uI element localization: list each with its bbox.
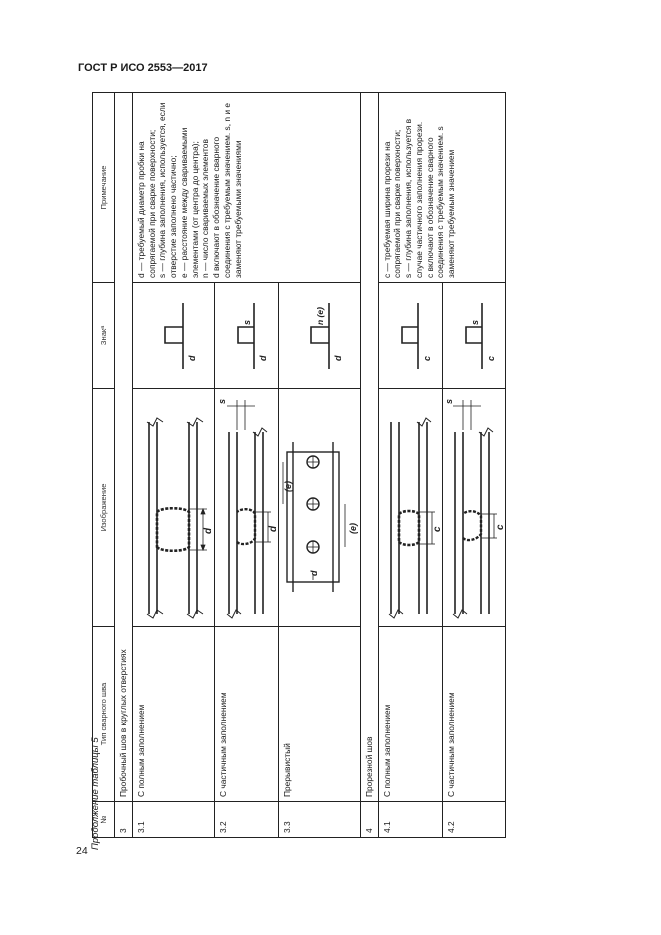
weld-image-plug-intermittent [278,389,360,627]
col-header-image: Изображение [93,389,115,627]
col-header-type: Тип сварного шва [93,627,115,802]
row-num: 4 [360,802,378,838]
weld-image-slot-full [378,389,442,627]
weld-image-slot-partial [442,389,506,627]
col-header-sign: Знакᵃ [93,283,115,389]
sign-label-d: d [258,356,269,362]
dim-label-d: d [309,571,320,577]
standard-header: ГОСТ Р ИСО 2553—2017 [78,62,208,74]
table-row-group-3 [115,93,133,838]
dim-label-d: d [203,528,215,535]
weld-sign [132,283,214,389]
note-line: d включают в обозначение сварного соединения с требуемым значением. s, n и e заменяют требуемыми значениями [211,102,243,278]
weld-symbols-table [92,92,506,838]
table-caption: Продолжение таблицы 5 [90,737,101,850]
dim-label-s: s [217,399,228,405]
table-row-group-4 [360,93,378,838]
weld-sign [214,283,278,389]
weld-sign [442,283,506,389]
row-num: 4.2 [442,802,506,838]
weld-type: С полным заполнением [132,627,214,802]
sign-label-d: d [187,356,198,362]
note-line: s — глубина заполнения, используется, если отверстие заполнено частично; [157,102,178,278]
weld-type: Прерывистый [278,627,360,802]
table-row-4-1 [378,93,442,838]
sign-label-c: c [422,356,432,362]
sign-label-s: s [469,320,480,326]
note-plug-weld [132,93,360,283]
sign-label-ne: n (e) [315,307,326,326]
sign-label-s: s [242,320,253,326]
weld-sign [278,283,360,389]
row-num: 3.1 [132,802,214,838]
dim-label-c: c [494,524,506,531]
table-header-row [93,93,115,838]
sign-label-c: c [485,356,496,362]
weld-type: С полным заполнением [378,627,442,802]
dim-label-d: d [268,526,280,533]
row-num: 3.2 [214,802,278,838]
weld-sign [378,283,442,389]
note-line: e — расстояние между свариваемыми элементами (от центра до центра); [178,127,200,278]
note-line: n — число свариваемых элементов [200,139,211,278]
dim-label-c: c [432,526,443,533]
group-title: Пробочный шов в круглых отверстиях [115,93,133,802]
dim-label-e: (e) [348,523,359,535]
col-header-note: Примечание [93,93,115,283]
row-num: 4.1 [378,802,442,838]
group-title: Прорезной шов [360,93,378,802]
weld-type: С частичным заполнением [214,627,278,802]
page-number: 24 [76,845,88,857]
weld-type: С частичным заполнением [442,627,506,802]
note-line: s — глубина заполнения, используется в случае частичного заполнения прорези. [403,118,424,278]
rotated-table-wrapper [92,93,506,838]
dim-label-e2: (e) [283,481,294,493]
row-num: 3.3 [278,802,360,838]
weld-image-plug-full [132,389,214,627]
sign-label-d: d [333,356,344,362]
note-line: c включают в обозначение сварного соединения с требуемым значением. s заменяют требуемым значением [424,126,456,278]
row-num: 3 [115,802,133,838]
weld-image-plug-partial [214,389,278,627]
note-slot-weld [378,93,506,283]
note-line: c — требуемая ширина прорези на сопрягаемой при сварке поверхности; [381,129,403,278]
note-line: d — требуемый диаметр пробки на сопрягаемой при сварке поверхности; [135,129,157,278]
dim-label-s: s [443,399,454,405]
table-row-3-1 [132,93,214,838]
col-header-num: № [93,802,115,838]
